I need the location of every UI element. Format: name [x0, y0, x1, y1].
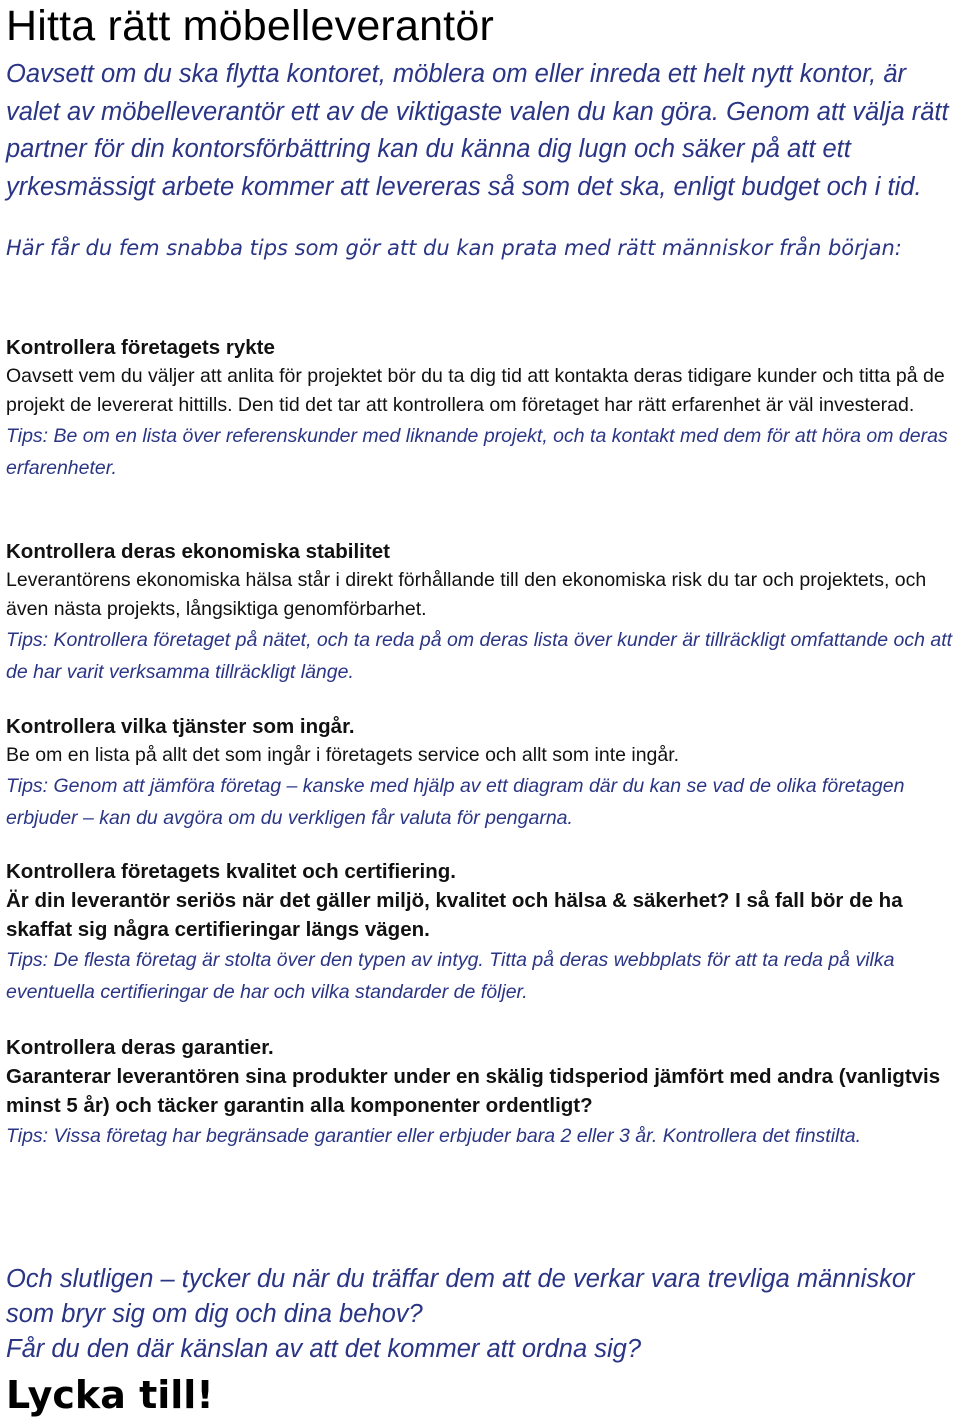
section-tip: Tips: Genom att jämföra företag – kanske med hjälp av ett diagram där du kan se vad de olika företagen erbjuder – kan du avgöra om du verkligen får valuta för pengarna.	[6, 775, 905, 829]
section-heading: Kontrollera företagets kvalitet och certifiering.	[6, 860, 456, 883]
closing-question	[6, 1262, 956, 1367]
section-body: Leverantörens ekonomiska hälsa står i direkt förhållande till den ekonomiska risk du tar och projektets, och även nästa projekts, långsiktiga genomförbarhet.	[6, 569, 927, 620]
section-financial-stability	[6, 537, 956, 688]
section-body: Är din leverantör seriös när det gäller miljö, kvalitet och hälsa & säkerhet? I så fall bör de ha skaffat sig några certifieringar längs vägen.	[6, 889, 903, 941]
section-services	[6, 712, 956, 834]
section-heading: Kontrollera vilka tjänster som ingår.	[6, 715, 355, 738]
section-heading: Kontrollera deras ekonomiska stabilitet	[6, 540, 390, 563]
section-tip: Tips: Kontrollera företaget på nätet, och ta reda på om deras lista över kunder är tillräckligt omfattande och att de har varit verksamma tillräckligt länge.	[6, 629, 953, 683]
closing-line-1: Och slutligen – tycker du när du träffar dem att de verkar vara trevliga människor som bryr sig om dig och dina behov?	[6, 1265, 915, 1328]
section-body: Oavsett vem du väljer att anlita för projektet bör du ta dig tid att kontakta deras tidigare kunder och titta på de projekt de levererat hittills. Den tid det tar att kontrollera om företaget har rätt erfarenhet är väl investerad.	[6, 365, 945, 416]
section-heading: Kontrollera deras garantier.	[6, 1036, 274, 1059]
intro-paragraph: Oavsett om du ska flytta kontoret, möblera om eller inreda ett helt nytt kontor, är valet av möbelleverantör ett av de viktigaste valen du kan göra. Genom att välja rätt partner för din kontorsförbättring kan du känna dig lugn och säker på att ett yrkesmässigt arbete kommer att levereras så som det ska, enligt budget och i tid.	[6, 60, 949, 201]
section-body: Be om en lista på allt det som ingår i företagets service och allt som inte ingår.	[6, 744, 680, 766]
section-tip: Tips: Vissa företag har begränsade garantier eller erbjuder bara 2 eller 3 år. Kontrollera det finstilta.	[6, 1125, 862, 1147]
closing-line-2: Får du den där känslan av att det kommer att ordna sig?	[6, 1335, 642, 1363]
section-quality-certification	[6, 857, 956, 1008]
section-body: Garanterar leverantören sina produkter under en skälig tidsperiod jämfört med andra (vanligtvis minst 5 år) och täcker garantin alla komponenter ordentligt?	[6, 1065, 941, 1117]
lead-text: Här får du fem snabba tips som gör att du kan prata med rätt människor från början:	[6, 236, 902, 260]
signoff: Lycka till!	[6, 1373, 214, 1417]
section-heading: Kontrollera företagets rykte	[6, 336, 275, 359]
section-tip: Tips: Be om en lista över referenskunder med liknande projekt, och ta kontakt med dem för att höra om deras erfarenheter.	[6, 425, 948, 479]
page-title: Hitta rätt möbelleverantör	[6, 2, 494, 50]
section-reputation	[6, 333, 956, 484]
section-guarantees	[6, 1033, 956, 1152]
section-tip: Tips: De flesta företag är stolta över den typen av intyg. Titta på deras webbplats för att ta reda på vilka eventuella certifieringar de har och vilka standarder de följer.	[6, 949, 895, 1003]
